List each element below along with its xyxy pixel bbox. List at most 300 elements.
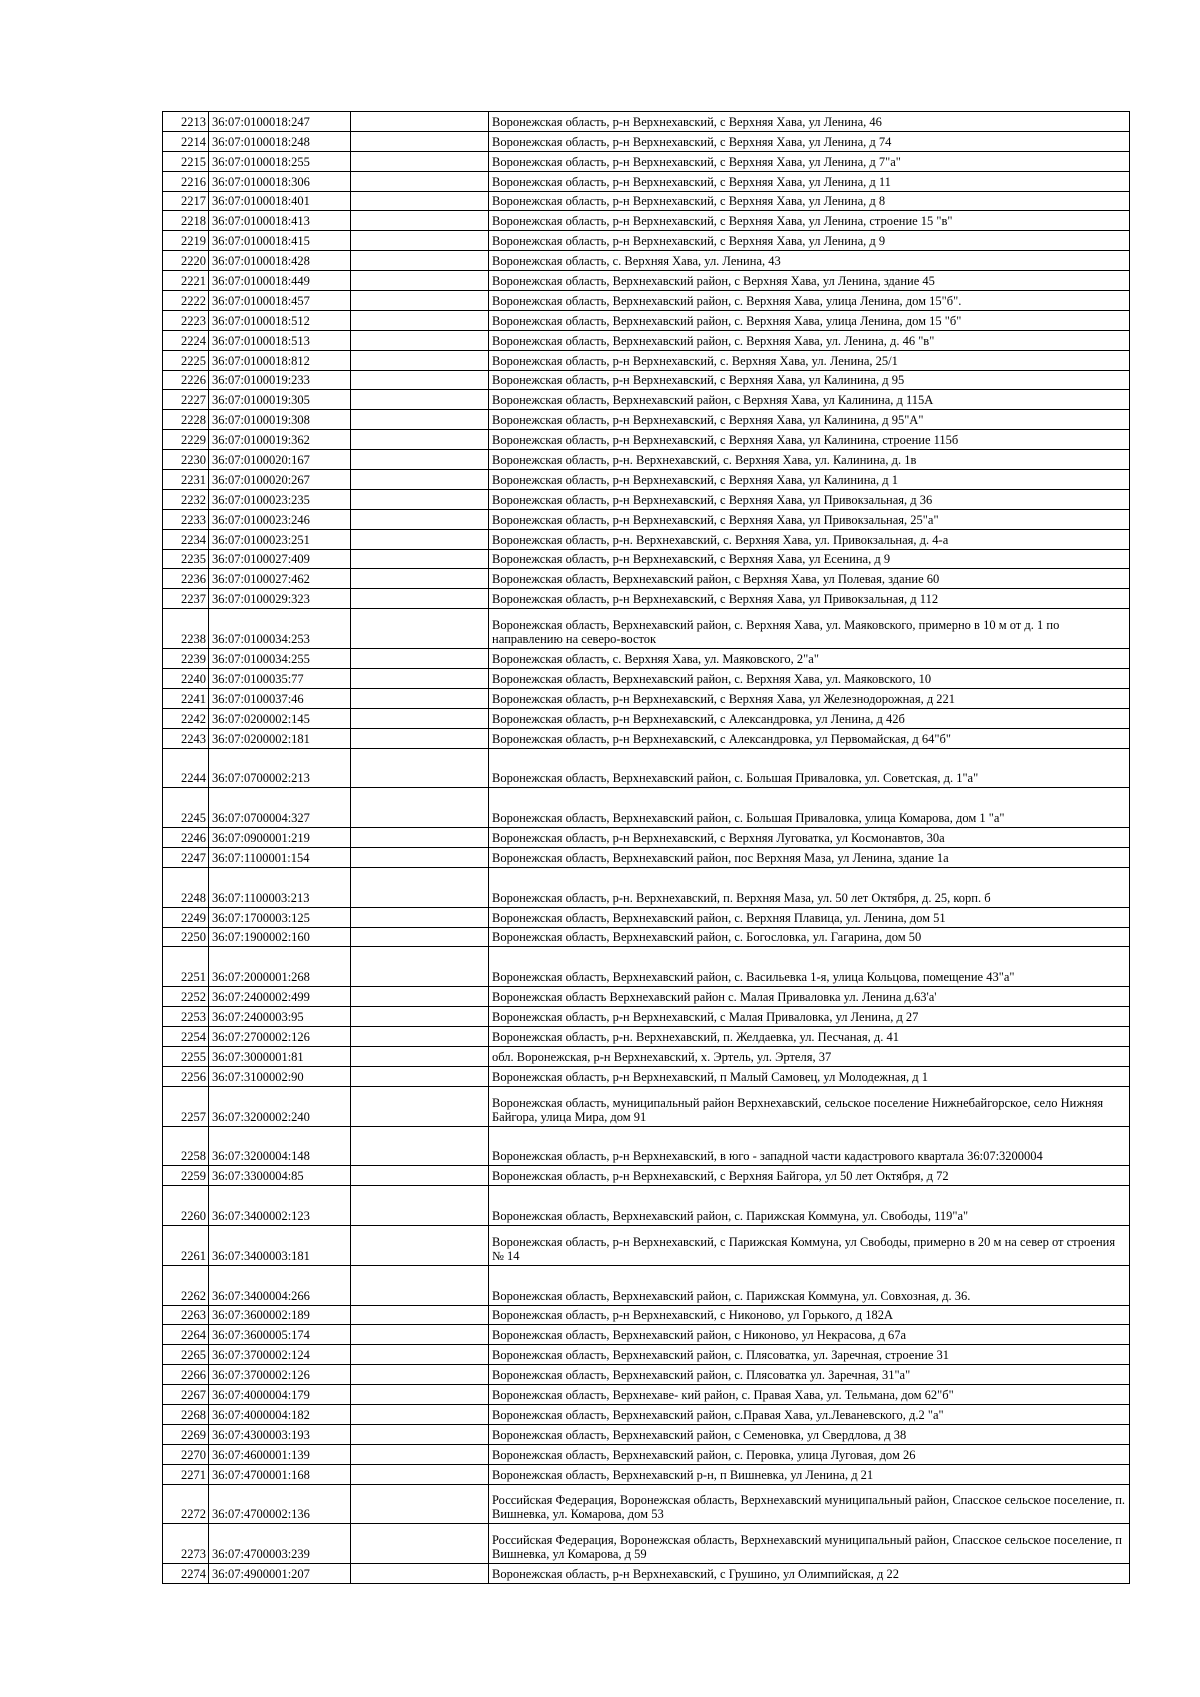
table-row [163,927,1130,947]
cadastral-number: 36:07:1700003:125 [209,907,351,927]
address: Воронежская область, Верхнехавский район, с. Перовка, улица Луговая, дом 26 [489,1444,1130,1464]
table-row [163,171,1130,191]
row-number: 2227 [163,390,209,410]
address: Воронежская область, р-н Верхнехавский, с Верхняя Хава, ул Калинина, д 95"А" [489,410,1130,430]
cadastral-number: 36:07:4700003:239 [209,1524,351,1564]
address: Воронежская область, р-н Верхнехавский, с Александровка, ул Ленина, д 42б [489,708,1130,728]
address: Воронежская область, р-н Верхнехавский, в юго - западной части кадастрового квартала 36:07:3200004 [489,1126,1130,1166]
empty-cell [351,848,489,868]
row-number: 2215 [163,151,209,171]
address: Воронежская область, Верхнехавский район, с. Верхняя Хава, ул. Маяковского, 10 [489,668,1130,688]
address: Воронежская область, Верхнехавский район, с Верхняя Хава, ул Ленина, здание 45 [489,271,1130,291]
cadastral-number: 36:07:3700002:124 [209,1345,351,1365]
empty-cell [351,231,489,251]
cadastral-number: 36:07:0100019:362 [209,430,351,450]
cadastral-number: 36:07:0700002:213 [209,748,351,788]
cadastral-number: 36:07:0100027:409 [209,549,351,569]
row-number: 2240 [163,668,209,688]
address: Воронежская область, р-н Верхнехавский, с Верхняя Луговатка, ул Космонавтов, 30а [489,828,1130,848]
row-number: 2222 [163,291,209,311]
row-number: 2267 [163,1385,209,1405]
row-number: 2268 [163,1405,209,1425]
empty-cell [351,1166,489,1186]
empty-cell [351,708,489,728]
cadastral-number: 36:07:0100023:251 [209,529,351,549]
empty-cell [351,788,489,828]
address: Воронежская область, р-н Верхнехавский, с Верхняя Хава, ул Калинина, строение 115б [489,430,1130,450]
cadastral-number: 36:07:1100003:213 [209,867,351,907]
cadastral-number: 36:07:3700002:126 [209,1365,351,1385]
table-row [163,788,1130,828]
address: Воронежская область, Верхнехавский район, с Верхняя Хава, ул Калинина, д 115А [489,390,1130,410]
empty-cell [351,1046,489,1066]
cadastral-number: 36:07:0200002:181 [209,728,351,748]
address: Воронежская область, Верхнехавский район, с. Верхняя Хава, улица Ленина, дом 15 "б" [489,310,1130,330]
empty-cell [351,350,489,370]
cadastral-number: 36:07:0100029:323 [209,589,351,609]
cadastral-number: 36:07:0100018:306 [209,171,351,191]
cadastral-number: 36:07:3200002:240 [209,1086,351,1126]
cadastral-number: 36:07:0100018:247 [209,112,351,132]
cadastral-number: 36:07:4900001:207 [209,1564,351,1584]
address: Воронежская область, р-н Верхнехавский, с Верхняя Хава, ул Привокзальная, 25"а" [489,509,1130,529]
row-number: 2237 [163,589,209,609]
address: Воронежская область, Верхнехаве- кий район, с. Правая Хава, ул. Тельмана, дом 62"б" [489,1385,1130,1405]
cadastral-number: 36:07:0100019:308 [209,410,351,430]
table-row [163,549,1130,569]
table-row [163,1126,1130,1166]
row-number: 2246 [163,828,209,848]
table-row [163,867,1130,907]
table-row [163,1564,1130,1584]
table-row [163,489,1130,509]
row-number: 2235 [163,549,209,569]
table-row [163,1007,1130,1027]
table-row [163,410,1130,430]
empty-cell [351,489,489,509]
table-row [163,828,1130,848]
address: Воронежская область, Верхнехавский район, с.Правая Хава, ул.Леваневского, д.2 "а" [489,1405,1130,1425]
empty-cell [351,1444,489,1464]
row-number: 2255 [163,1046,209,1066]
empty-cell [351,987,489,1007]
cadastral-number: 36:07:0100018:513 [209,330,351,350]
row-number: 2218 [163,211,209,231]
address: Воронежская область, Верхнехавский район, с. Парижская Коммуна, ул. Свободы, 119"а" [489,1186,1130,1226]
empty-cell [351,291,489,311]
address: Воронежская область, Верхнехавский район, с. Парижская Коммуна, ул. Совхозная, д. 36. [489,1265,1130,1305]
cadastral-number: 36:07:0100019:233 [209,370,351,390]
address: Воронежская область, р-н Верхнехавский, с. Верхняя Хава, ул. Ленина, 25/1 [489,350,1130,370]
address: Воронежская область, Верхнехавский район, с. Верхняя Хава, улица Ленина, дом 15"б". [489,291,1130,311]
cadastral-number: 36:07:1900002:160 [209,927,351,947]
cadastral-number: 36:07:0100035:77 [209,668,351,688]
address: Воронежская область, р-н. Верхнехавский, с. Верхняя Хава, ул. Калинина, д. 1в [489,450,1130,470]
empty-cell [351,151,489,171]
address: Воронежская область, Верхнехавский район, с. Богословка, ул. Гагарина, дом 50 [489,927,1130,947]
row-number: 2258 [163,1126,209,1166]
row-number: 2243 [163,728,209,748]
row-number: 2234 [163,529,209,549]
row-number: 2219 [163,231,209,251]
table-row [163,1345,1130,1365]
cadastral-number: 36:07:0100037:46 [209,688,351,708]
table-row [163,470,1130,490]
address: Воронежская область, Верхнехавский район, с Верхняя Хава, ул Полевая, здание 60 [489,569,1130,589]
address: Воронежская область, р-н. Верхнехавский, с. Верхняя Хава, ул. Привокзальная, д. 4-а [489,529,1130,549]
empty-cell [351,509,489,529]
row-number: 2217 [163,191,209,211]
empty-cell [351,569,489,589]
table-row [163,430,1130,450]
cadastral-number: 36:07:0100034:255 [209,649,351,669]
cadastral-number: 36:07:4600001:139 [209,1444,351,1464]
address: Воронежская область, Верхнехавский район, с. Плясоватка, ул. Заречная, строение 31 [489,1345,1130,1365]
address: Воронежская область, Верхнехавский район, с. Васильевка 1-я, улица Кольцова, помещение 43"а" [489,947,1130,987]
address: Воронежская область, Верхнехавский район, с Никоново, ул Некрасова, д 67а [489,1325,1130,1345]
address: Воронежская область, Верхнехавский район, пос Верхняя Маза, ул Ленина, здание 1а [489,848,1130,868]
empty-cell [351,171,489,191]
row-number: 2261 [163,1226,209,1266]
table-row [163,1444,1130,1464]
table-row [163,947,1130,987]
address: Воронежская область, р-н Верхнехавский, с Никоново, ул Горького, д 182А [489,1305,1130,1325]
row-number: 2244 [163,748,209,788]
table-body [163,112,1130,1584]
row-number: 2251 [163,947,209,987]
empty-cell [351,450,489,470]
empty-cell [351,1027,489,1047]
row-number: 2233 [163,509,209,529]
empty-cell [351,668,489,688]
row-number: 2250 [163,927,209,947]
empty-cell [351,728,489,748]
table-row [163,1186,1130,1226]
address: Воронежская область, р-н Верхнехавский, с Верхняя Хава, ул Калинина, д 1 [489,470,1130,490]
empty-cell [351,589,489,609]
row-number: 2269 [163,1424,209,1444]
table-row [163,728,1130,748]
row-number: 2253 [163,1007,209,1027]
property-register-table [162,111,1130,1584]
empty-cell [351,1345,489,1365]
empty-cell [351,609,489,649]
empty-cell [351,1226,489,1266]
table-row [163,310,1130,330]
empty-cell [351,1186,489,1226]
empty-cell [351,430,489,450]
address: Воронежская область, р-н Верхнехавский, с Верхняя Хава, ул Привокзальная, д 36 [489,489,1130,509]
empty-cell [351,1265,489,1305]
table-row [163,112,1130,132]
empty-cell [351,1007,489,1027]
table-row [163,1086,1130,1126]
cadastral-number: 36:07:3600005:174 [209,1325,351,1345]
row-number: 2248 [163,867,209,907]
empty-cell [351,310,489,330]
row-number: 2229 [163,430,209,450]
address: Воронежская область, р-н Верхнехавский, с Парижская Коммуна, ул Свободы, примерно в 20 м на север от строения № 14 [489,1226,1130,1266]
empty-cell [351,211,489,231]
cadastral-number: 36:07:0100018:457 [209,291,351,311]
cadastral-number: 36:07:3400004:266 [209,1265,351,1305]
empty-cell [351,649,489,669]
row-number: 2239 [163,649,209,669]
cadastral-number: 36:07:0100018:512 [209,310,351,330]
row-number: 2236 [163,569,209,589]
cadastral-number: 36:07:0100020:267 [209,470,351,490]
cadastral-number: 36:07:0100027:462 [209,569,351,589]
table-row [163,1226,1130,1266]
table-row [163,450,1130,470]
table-row [163,1484,1130,1524]
cadastral-number: 36:07:0100018:428 [209,251,351,271]
empty-cell [351,1424,489,1444]
address: Воронежская область, р-н. Верхнехавский, п. Верхняя Маза, ул. 50 лет Октября, д. 25, корп. б [489,867,1130,907]
row-number: 2224 [163,330,209,350]
empty-cell [351,390,489,410]
table-row [163,1424,1130,1444]
cadastral-number: 36:07:2000001:268 [209,947,351,987]
empty-cell [351,549,489,569]
table-row [163,708,1130,728]
table-row [163,907,1130,927]
row-number: 2266 [163,1365,209,1385]
table-row [163,151,1130,171]
address: Воронежская область, р-н Верхнехавский, с Верхняя Хава, ул Ленина, д 74 [489,131,1130,151]
table-row [163,848,1130,868]
table-row [163,688,1130,708]
cadastral-number: 36:07:0100023:235 [209,489,351,509]
row-number: 2249 [163,907,209,927]
empty-cell [351,251,489,271]
address: Воронежская область, р-н Верхнехавский, с Верхняя Хава, ул Железнодорожная, д 221 [489,688,1130,708]
empty-cell [351,947,489,987]
cadastral-number: 36:07:0100018:812 [209,350,351,370]
empty-cell [351,927,489,947]
table-row [163,370,1130,390]
row-number: 2247 [163,848,209,868]
row-number: 2263 [163,1305,209,1325]
cadastral-number: 36:07:4000004:182 [209,1405,351,1425]
empty-cell [351,470,489,490]
row-number: 2226 [163,370,209,390]
address: Воронежская область, р-н Верхнехавский, с Верхняя Хава, ул Ленина, д 9 [489,231,1130,251]
empty-cell [351,748,489,788]
cadastral-number: 36:07:3400002:123 [209,1186,351,1226]
row-number: 2264 [163,1325,209,1345]
empty-cell [351,112,489,132]
address: Воронежская область, Верхнехавский район, с Семеновка, ул Свердлова, д 38 [489,1424,1130,1444]
table-row [163,1405,1130,1425]
cadastral-number: 36:07:1100001:154 [209,848,351,868]
empty-cell [351,1524,489,1564]
cadastral-number: 36:07:0100018:401 [209,191,351,211]
empty-cell [351,1405,489,1425]
table-row [163,1166,1130,1186]
address: Воронежская область, Верхнехавский район, с. Верхняя Хава, ул. Ленина, д. 46 "в" [489,330,1130,350]
table-row [163,1066,1130,1086]
table-row [163,1385,1130,1405]
table-row [163,529,1130,549]
address: Воронежская область, р-н Верхнехавский, с Малая Приваловка, ул Ленина, д 27 [489,1007,1130,1027]
cadastral-number: 36:07:3300004:85 [209,1166,351,1186]
table-row [163,330,1130,350]
empty-cell [351,131,489,151]
cadastral-number: 36:07:0200002:145 [209,708,351,728]
table-row [163,191,1130,211]
address: Воронежская область, р-н Верхнехавский, с Верхняя Байгора, ул 50 лет Октября, д 72 [489,1166,1130,1186]
row-number: 2238 [163,609,209,649]
empty-cell [351,1484,489,1524]
table-row [163,1365,1130,1385]
address: Воронежская область, р-н Верхнехавский, с Грушино, ул Олимпийская, д 22 [489,1564,1130,1584]
row-number: 2245 [163,788,209,828]
cadastral-number: 36:07:0100019:305 [209,390,351,410]
empty-cell [351,1066,489,1086]
row-number: 2230 [163,450,209,470]
address: Воронежская область, р-н Верхнехавский, с Верхняя Хава, ул Есенина, д 9 [489,549,1130,569]
address: Воронежская область Верхнехавский район с. Малая Приваловка ул. Ленина д.63'а' [489,987,1130,1007]
empty-cell [351,1086,489,1126]
row-number: 2273 [163,1524,209,1564]
address: Воронежская область, р-н Верхнехавский, с Верхняя Хава, ул Привокзальная, д 112 [489,589,1130,609]
row-number: 2252 [163,987,209,1007]
table-row [163,1524,1130,1564]
address: Воронежская область, Верхнехавский район, с. Верхняя Хава, ул. Маяковского, примерно в 10 м от д. 1 по направлению на северо-восток [489,609,1130,649]
table-row [163,291,1130,311]
address: Воронежская область, р-н Верхнехавский, с Верхняя Хава, ул Калинина, д 95 [489,370,1130,390]
address: Воронежская область, муниципальный район Верхнехавский, сельское поселение Нижнебайгорское, село Нижняя Байгора, улица Мира, дом 91 [489,1086,1130,1126]
cadastral-number: 36:07:4700001:168 [209,1464,351,1484]
empty-cell [351,1385,489,1405]
row-number: 2221 [163,271,209,291]
address: Воронежская область, р-н Верхнехавский, с Александровка, ул Первомайская, д 64"б" [489,728,1130,748]
empty-cell [351,370,489,390]
cadastral-number: 36:07:2400002:499 [209,987,351,1007]
row-number: 2223 [163,310,209,330]
cadastral-number: 36:07:0100034:253 [209,609,351,649]
row-number: 2256 [163,1066,209,1086]
row-number: 2214 [163,131,209,151]
cadastral-number: 36:07:0100018:449 [209,271,351,291]
address: Воронежская область, р-н Верхнехавский, с Верхняя Хава, ул Ленина, д 11 [489,171,1130,191]
cadastral-number: 36:07:0100018:415 [209,231,351,251]
address: Воронежская область, Верхнехавский район, с. Большая Приваловка, ул. Советская, д. 1"а" [489,748,1130,788]
address: Воронежская область, с. Верхняя Хава, ул. Маяковского, 2"а" [489,649,1130,669]
table-row [163,509,1130,529]
table-row [163,748,1130,788]
row-number: 2216 [163,171,209,191]
table-row [163,1305,1130,1325]
empty-cell [351,1305,489,1325]
table-row [163,609,1130,649]
table-row [163,589,1130,609]
row-number: 2225 [163,350,209,370]
row-number: 2274 [163,1564,209,1584]
empty-cell [351,410,489,430]
empty-cell [351,828,489,848]
empty-cell [351,1464,489,1484]
cadastral-number: 36:07:2700002:126 [209,1027,351,1047]
row-number: 2270 [163,1444,209,1464]
empty-cell [351,867,489,907]
row-number: 2220 [163,251,209,271]
empty-cell [351,1325,489,1345]
row-number: 2271 [163,1464,209,1484]
row-number: 2259 [163,1166,209,1186]
cadastral-number: 36:07:3100002:90 [209,1066,351,1086]
cadastral-number: 36:07:0100018:248 [209,131,351,151]
cadastral-number: 36:07:4000004:179 [209,1385,351,1405]
address: обл. Воронежская, р-н Верхнехавский, х. Эртель, ул. Эртеля, 37 [489,1046,1130,1066]
table-row [163,1325,1130,1345]
empty-cell [351,1365,489,1385]
table-row [163,569,1130,589]
cadastral-number: 36:07:2400003:95 [209,1007,351,1027]
table-row [163,1027,1130,1047]
address: Воронежская область, р-н Верхнехавский, п Малый Самовец, ул Молодежная, д 1 [489,1066,1130,1086]
empty-cell [351,1564,489,1584]
empty-cell [351,271,489,291]
empty-cell [351,688,489,708]
cadastral-number: 36:07:4700002:136 [209,1484,351,1524]
table-row [163,231,1130,251]
cadastral-number: 36:07:0100020:167 [209,450,351,470]
table-row [163,211,1130,231]
address: Воронежская область, р-н Верхнехавский, с Верхняя Хава, ул Ленина, строение 15 "в" [489,211,1130,231]
empty-cell [351,191,489,211]
table-row [163,649,1130,669]
row-number: 2260 [163,1186,209,1226]
row-number: 2232 [163,489,209,509]
cadastral-number: 36:07:0100018:413 [209,211,351,231]
table-row [163,1464,1130,1484]
table-row [163,1265,1130,1305]
empty-cell [351,1126,489,1166]
address: Воронежская область, Верхнехавский р-н, п Вишневка, ул Ленина, д 21 [489,1464,1130,1484]
table-row [163,668,1130,688]
address: Воронежская область, Верхнехавский район, с. Большая Приваловка, улица Комарова, дом 1 "а" [489,788,1130,828]
address: Воронежская область, р-н Верхнехавский, с Верхняя Хава, ул Ленина, д 8 [489,191,1130,211]
table-row [163,987,1130,1007]
address: Воронежская область, р-н Верхнехавский, с Верхняя Хава, ул Ленина, 46 [489,112,1130,132]
address: Воронежская область, р-н. Верхнехавский, п. Желдаевка, ул. Песчаная, д. 41 [489,1027,1130,1047]
cadastral-number: 36:07:3000001:81 [209,1046,351,1066]
table-row [163,251,1130,271]
empty-cell [351,529,489,549]
cadastral-number: 36:07:0700004:327 [209,788,351,828]
row-number: 2231 [163,470,209,490]
empty-cell [351,330,489,350]
cadastral-number: 36:07:3600002:189 [209,1305,351,1325]
address: Воронежская область, р-н Верхнехавский, с Верхняя Хава, ул Ленина, д 7"а" [489,151,1130,171]
cadastral-number: 36:07:3200004:148 [209,1126,351,1166]
table-row [163,350,1130,370]
table-row [163,390,1130,410]
table-row [163,1046,1130,1066]
cadastral-number: 36:07:0100023:246 [209,509,351,529]
row-number: 2228 [163,410,209,430]
address: Российская Федерация, Воронежская область, Верхнехавский муниципальный район, Спасское сельское поселение, п. Вишневка, ул. Комарова, дом 53 [489,1484,1130,1524]
empty-cell [351,907,489,927]
address: Воронежская область, Верхнехавский район, с. Верхняя Плавица, ул. Ленина, дом 51 [489,907,1130,927]
address: Воронежская область, с. Верхняя Хава, ул. Ленина, 43 [489,251,1130,271]
table-row [163,271,1130,291]
row-number: 2213 [163,112,209,132]
row-number: 2265 [163,1345,209,1365]
cadastral-number: 36:07:0100018:255 [209,151,351,171]
